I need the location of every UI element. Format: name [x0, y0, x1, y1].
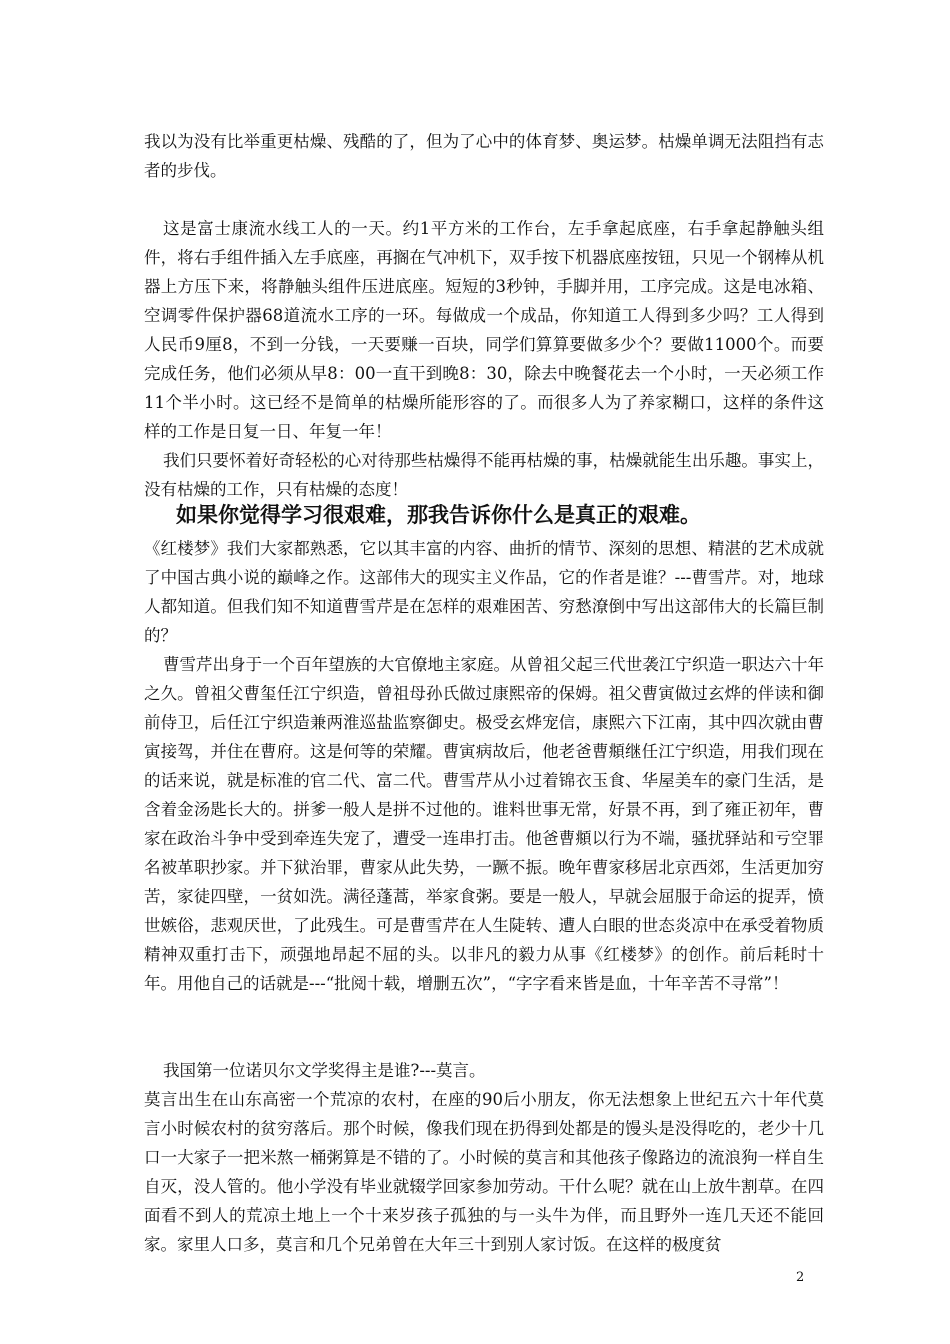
- paragraph-weightlifting: 我以为没有比举重更枯燥、残酷的了，但为了心中的体育梦、奥运梦。枯燥单调无法阻挡有志者的步伐。: [144, 132, 824, 180]
- paragraph-attitude: 我们只要怀着好奇轻松的心对待那些枯燥得不能再枯燥的事，枯燥就能生出乐趣。事实上，没有枯燥的工作，只有枯燥的态度！: [144, 451, 824, 499]
- paragraph-cao-xueqin: 曹雪芹出身于一个百年望族的大官僚地主家庭。从曾祖父起三代世袭江宁织造一职达六十年之久。曾祖父曹玺任江宁织造，曾祖母孙氏做过康熙帝的保姆。祖父曹寅做过玄烨的伴读和御前侍卫，后任江宁织造兼两淮巡盐监察御史。极受玄烨宠信，康熙六下江南，其中四次就由曹寅接驾，并住在曹府。这是何等的荣耀。曹寅病故后，他老爸曹頫继任江宁织造，用我们现在的话来说，就是标准的官二代、富二代。曹雪芹从小过着锦衣玉食、华屋美车的豪门生活，是含着金汤匙长大的。拼爹一般人是拼不过他的。谁料世事无常，好景不再，到了雍正初年，曹家在政治斗争中受到牵连失宠了，遭受一连串打击。他爸曹頫以行为不端，骚扰驿站和亏空罪名被革职抄家。并下狱治罪，曹家从此失势，一蹶不振。晚年曹家移居北京西郊，生活更加穷苦，家徒四壁，一贫如洗。满径蓬蒿，举家食粥。要是一般人，早就会屈服于命运的捉弄，愤世嫉俗，悲观厌世，了此残生。可是曹雪芹在人生陡转、遭人白眼的世态炎凉中在承受着物质精神双重打击下，顽强地昂起不屈的头。以非凡的毅力从事《红楼梦》的创作。前后耗时十年。用他自己的话就是---“批阅十载，增删五次”，“字字看来皆是血，十年辛苦不寻常”！: [144, 655, 824, 993]
- paragraph-mo-yan: 莫言出生在山东高密一个荒凉的农村，在座的90后小朋友，你无法想象上世纪五六十年代莫言小时候农村的贫穷落后。那个时候，像我们现在扔得到处都是的馒头是没得吃的，老少十几口一大家子一把米熬一桶粥算是不错的了。小时候的莫言和其他孩子像路边的流浪狗一样自生自灭，没人管的。他小学没有毕业就辍学回家参加劳动。干什么呢？就在山上放牛割草。在四面看不到人的荒凉土地上一个十来岁孩子孤独的与一头牛为伴，而且野外一连几天还不能回家。家里人口多，莫言和几个兄弟曾在大年三十到别人家讨饭。在这样的极度贫: [144, 1090, 824, 1254]
- paragraph-nobel-question: 我国第一位诺贝尔文学奖得主是谁?---莫言。: [162, 1061, 486, 1080]
- paragraph-foxconn-worker: 这是富士康流水线工人的一天。约1平方米的工作台，左手拿起底座，右手拿起静触头组件，将右手组件插入左手底座，再搁在气冲机下，双手按下机器底座按钮，只见一个钢棒从机器上方压下来，将静触头组件压进底座。短短的3秒钟，手脚并用，工序完成。这是电冰箱、空调零件保护器68道流水工序的一环。每做成一个成品，你知道工人得到多少吗？工人得到人民币9厘8，不到一分钱，一天要赚一百块，同学们算算要做多少个？要做11000个。而要完成任务，他们必须从早8：00一直干到晚8：30，除去中晚餐花去一个小时，一天必须工作11个半小时。这已经不是简单的枯燥所能形容的了。而很多人为了养家糊口，这样的条件这样的工作是日复一日、年复一年！: [144, 219, 824, 441]
- page-number: 2: [796, 1270, 805, 1285]
- section-heading: 如果你觉得学习很艰难，那我告诉你什么是真正的艰难。: [176, 503, 701, 527]
- paragraph-hongloumeng: 《红楼梦》我们大家都熟悉，它以其丰富的内容、曲折的情节、深刻的思想、精湛的艺术成就了中国古典小说的巅峰之作。这部伟大的现实主义作品，它的作者是谁？---曹雪芹。对，地球人都知道。但我们知不知道曹雪芹是在怎样的艰难困苦、穷愁潦倒中写出这部伟大的长篇巨制的？: [144, 539, 824, 645]
